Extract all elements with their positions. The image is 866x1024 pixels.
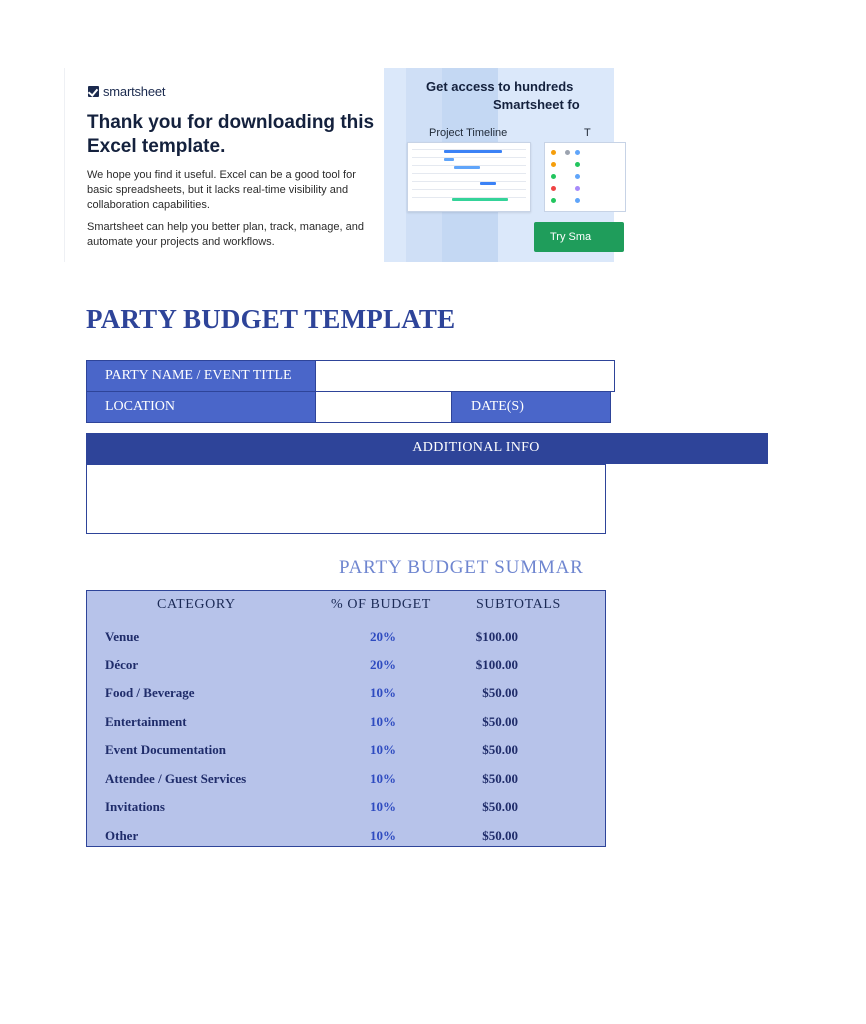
status-dot — [565, 150, 570, 155]
header-percent: % OF BUDGET — [331, 597, 431, 612]
row-percent[interactable]: 10% — [370, 828, 396, 843]
party-name-label-text: PARTY NAME / EVENT TITLE — [105, 368, 292, 383]
table-row[interactable] — [87, 737, 605, 765]
status-dot — [551, 162, 556, 167]
summary-title: PARTY BUDGET SUMMAR — [339, 557, 584, 578]
gantt-bar — [452, 198, 508, 201]
gantt-bar — [480, 182, 496, 185]
gantt-row — [412, 173, 526, 174]
header-subtotals: SUBTOTALS — [476, 597, 561, 612]
row-percent[interactable]: 10% — [370, 771, 396, 786]
row-category: Food / Beverage — [105, 685, 195, 700]
row-category: Invitations — [105, 799, 165, 814]
smartsheet-check-icon — [88, 86, 99, 97]
banner-paragraph-1: We hope you find it useful. Excel can be a good tool for basic spreadsheets, but it lacks real-time visibility and collaboration capabilities. — [87, 169, 356, 211]
dates-label — [451, 391, 611, 423]
row-subtotal: $100.00 — [475, 657, 518, 672]
promo-banner-image[interactable] — [384, 68, 614, 262]
table-row[interactable] — [87, 823, 605, 851]
promo-line-1: Get access to hundreds — [426, 79, 574, 94]
status-dot — [551, 198, 556, 203]
row-subtotal: $50.00 — [482, 799, 518, 814]
table-row[interactable] — [87, 766, 605, 794]
banner-paragraph-2: Smartsheet can help you better plan, track, manage, and automate your projects and workflows. — [87, 221, 364, 248]
gantt-row — [412, 157, 526, 158]
party-name-input[interactable] — [315, 360, 615, 392]
try-smartsheet-button[interactable]: Try Sma — [534, 222, 624, 252]
status-dot — [575, 186, 580, 191]
row-category: Attendee / Guest Services — [105, 771, 247, 786]
party-name-label — [86, 360, 316, 392]
row-subtotal: $100.00 — [475, 629, 518, 644]
logo-text: smartsheet — [103, 84, 166, 99]
second-card-label: T — [584, 127, 591, 139]
table-row[interactable] — [87, 624, 605, 652]
promo-line-2: Smartsheet fo — [493, 97, 580, 112]
row-percent[interactable]: 20% — [370, 657, 396, 672]
row-subtotal: $50.00 — [482, 771, 518, 786]
row-subtotal: $50.00 — [482, 714, 518, 729]
promo-banner — [64, 68, 383, 262]
row-category: Décor — [105, 657, 139, 672]
row-category: Venue — [105, 629, 140, 644]
header-category: CATEGORY — [157, 597, 236, 612]
status-dot — [575, 198, 580, 203]
smartsheet-logo — [88, 84, 165, 99]
additional-info-input[interactable] — [86, 464, 606, 534]
status-dot — [551, 186, 556, 191]
row-percent[interactable]: 10% — [370, 799, 396, 814]
gantt-bar — [444, 158, 454, 161]
status-dot — [575, 150, 580, 155]
row-percent[interactable]: 10% — [370, 685, 396, 700]
location-input[interactable] — [315, 391, 452, 423]
gantt-bar — [454, 166, 480, 169]
row-percent[interactable]: 10% — [370, 714, 396, 729]
status-dot — [551, 174, 556, 179]
row-category: Event Documentation — [105, 742, 226, 757]
gantt-thumbnail — [407, 142, 531, 212]
row-subtotal: $50.00 — [482, 685, 518, 700]
row-subtotal: $50.00 — [482, 742, 518, 757]
row-category: Other — [105, 828, 139, 843]
table-row[interactable] — [87, 680, 605, 708]
banner-heading: Thank you for downloading this Excel template. — [87, 112, 375, 157]
row-percent[interactable]: 10% — [370, 742, 396, 757]
budget-summary-table — [86, 590, 606, 847]
page-title: PARTY BUDGET TEMPLATE — [86, 304, 456, 334]
row-percent[interactable]: 20% — [370, 629, 396, 644]
status-dot — [551, 150, 556, 155]
dates-label-text: DATE(S) — [471, 399, 524, 414]
location-label — [86, 391, 316, 423]
table-row[interactable] — [87, 652, 605, 680]
gantt-row — [412, 189, 526, 190]
table-row[interactable] — [87, 794, 605, 822]
additional-info-label: ADDITIONAL INFO — [412, 440, 540, 455]
project-timeline-label: Project Timeline — [429, 127, 508, 139]
location-label-text: LOCATION — [105, 399, 175, 414]
row-subtotal: $50.00 — [482, 828, 518, 843]
promo-heading — [426, 78, 616, 114]
row-category: Entertainment — [105, 714, 187, 729]
table-row[interactable] — [87, 709, 605, 737]
gantt-bar — [444, 150, 502, 153]
gantt-row — [412, 181, 526, 182]
status-dot — [575, 174, 580, 179]
status-dot — [575, 162, 580, 167]
task-list-thumbnail — [544, 142, 626, 212]
